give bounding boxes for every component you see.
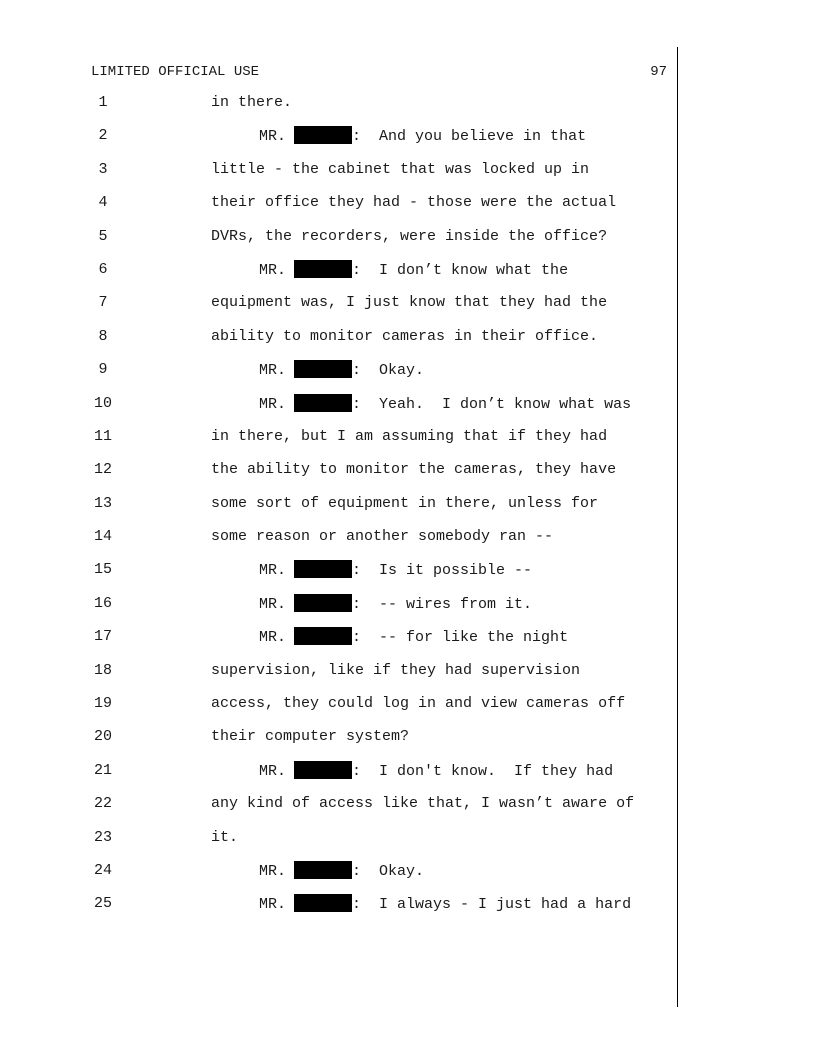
redaction-box	[294, 126, 352, 144]
speech-text: I don't know. If they had	[361, 762, 614, 780]
speaker-colon: :	[352, 595, 362, 613]
speaker-title: MR.	[259, 395, 287, 413]
line-number: 13	[93, 494, 112, 512]
line-number: 23	[93, 828, 112, 846]
speaker-title: MR.	[259, 128, 287, 146]
speaker-colon: :	[352, 629, 362, 647]
redaction-box	[294, 861, 352, 879]
transcript-line	[0, 260, 677, 293]
speaker-colon: :	[352, 896, 362, 914]
line-number: 7	[98, 294, 108, 312]
page-header	[91, 62, 667, 82]
speaker-colon: :	[352, 128, 362, 146]
line-number: 9	[98, 361, 108, 379]
line-number: 14	[93, 528, 112, 546]
line-number: 20	[93, 728, 112, 746]
speaker-turn	[259, 594, 532, 615]
line-number: 1	[98, 94, 108, 111]
speaker-turn	[259, 126, 586, 147]
speaker-colon: :	[352, 762, 362, 780]
line-number: 15	[93, 561, 112, 579]
page-number: 97	[650, 64, 667, 80]
speaker-turn	[259, 627, 568, 648]
speaker-turn	[259, 360, 424, 381]
line-text: supervision, like if they had supervision	[211, 661, 581, 679]
transcript-line	[0, 427, 677, 460]
speech-text: -- for like the night	[361, 629, 569, 647]
speaker-turn	[259, 861, 424, 882]
redaction-box	[294, 260, 352, 278]
line-number: 11	[93, 427, 112, 445]
line-number: 2	[98, 127, 108, 145]
line-number: 18	[93, 661, 112, 679]
line-number: 3	[98, 160, 108, 178]
line-text: the ability to monitor the cameras, they have	[211, 461, 617, 479]
transcript-line	[0, 494, 677, 527]
transcript-line	[0, 694, 677, 727]
speaker-colon: :	[352, 395, 362, 413]
speech-text: Yeah. I don’t know what was	[361, 395, 632, 413]
redaction-box	[294, 761, 352, 779]
speaker-turn	[259, 394, 631, 415]
redaction-box	[294, 627, 352, 645]
line-number: 8	[98, 327, 108, 345]
transcript-line	[0, 560, 677, 593]
transcript-line	[0, 160, 677, 193]
line-text: their office they had - those were the actual	[211, 194, 617, 212]
speaker-title: MR.	[259, 261, 287, 279]
transcript-line	[0, 794, 677, 827]
transcript-line	[0, 293, 677, 326]
transcript-line	[0, 861, 677, 894]
line-number: 12	[93, 461, 112, 479]
speaker-colon: :	[352, 261, 362, 279]
line-number: 6	[98, 260, 108, 278]
line-text: their computer system?	[211, 728, 410, 746]
line-text: DVRs, the recorders, were inside the office?	[211, 227, 608, 245]
line-text: in there.	[211, 94, 293, 111]
speaker-title: MR.	[259, 629, 287, 647]
transcript-line	[0, 894, 677, 927]
line-number: 10	[93, 394, 112, 412]
speaker-title: MR.	[259, 562, 287, 580]
transcript-line	[0, 327, 677, 360]
transcript-line	[0, 661, 677, 694]
line-number: 4	[98, 194, 108, 212]
line-number: 21	[93, 761, 112, 779]
speaker-title: MR.	[259, 762, 287, 780]
transcript-line	[0, 394, 677, 427]
redaction-box	[294, 594, 352, 612]
speaker-turn	[259, 560, 532, 581]
speech-text: Okay.	[361, 862, 425, 880]
speaker-title: MR.	[259, 595, 287, 613]
speaker-title: MR.	[259, 862, 287, 880]
line-number: 19	[93, 695, 112, 713]
redaction-box	[294, 560, 352, 578]
transcript-line	[0, 627, 677, 660]
line-text: little - the cabinet that was locked up in	[211, 160, 590, 178]
redaction-box	[294, 894, 352, 912]
transcript-line	[0, 727, 677, 760]
line-number: 24	[93, 861, 112, 879]
line-number: 16	[93, 594, 112, 612]
speaker-colon: :	[352, 362, 362, 380]
speaker-colon: :	[352, 562, 362, 580]
transcript-line	[0, 193, 677, 226]
line-number: 25	[93, 895, 112, 913]
line-text: some reason or another somebody ran --	[211, 528, 554, 546]
speaker-title: MR.	[259, 362, 287, 380]
speech-text: -- wires from it.	[361, 595, 533, 613]
transcript-line	[0, 828, 677, 861]
speaker-title: MR.	[259, 896, 287, 914]
line-text: some sort of equipment in there, unless for	[211, 494, 599, 512]
redaction-box	[294, 394, 352, 412]
redaction-box	[294, 360, 352, 378]
speech-text: And you believe in that	[361, 128, 587, 146]
line-text: any kind of access like that, I wasn’t aware of	[211, 795, 635, 813]
speech-text: Is it possible --	[361, 562, 533, 580]
classification-marking: LIMITED OFFICIAL USE	[91, 64, 260, 80]
transcript-line	[0, 126, 677, 159]
line-number: 17	[93, 628, 112, 646]
speaker-turn	[259, 260, 568, 281]
line-text: access, they could log in and view cameras off	[211, 695, 626, 713]
line-text: it.	[211, 828, 239, 846]
transcript-line	[0, 93, 677, 126]
transcript-line	[0, 360, 677, 393]
right-margin-rule	[677, 47, 678, 1007]
speech-text: I don’t know what the	[361, 261, 569, 279]
transcript-line	[0, 460, 677, 493]
transcript-line	[0, 761, 677, 794]
line-text: in there, but I am assuming that if they had	[211, 427, 608, 445]
speaker-turn	[259, 894, 631, 915]
speaker-turn	[259, 761, 613, 782]
transcript-line	[0, 227, 677, 260]
speaker-colon: :	[352, 862, 362, 880]
line-number: 22	[93, 795, 112, 813]
line-text: ability to monitor cameras in their office.	[211, 327, 599, 345]
transcript-body	[0, 93, 677, 928]
speech-text: I always - I just had a hard	[361, 896, 632, 914]
line-number: 5	[98, 227, 108, 245]
transcript-line	[0, 594, 677, 627]
transcript-line	[0, 527, 677, 560]
speech-text: Okay.	[361, 362, 425, 380]
line-text: equipment was, I just know that they had the	[211, 294, 608, 312]
